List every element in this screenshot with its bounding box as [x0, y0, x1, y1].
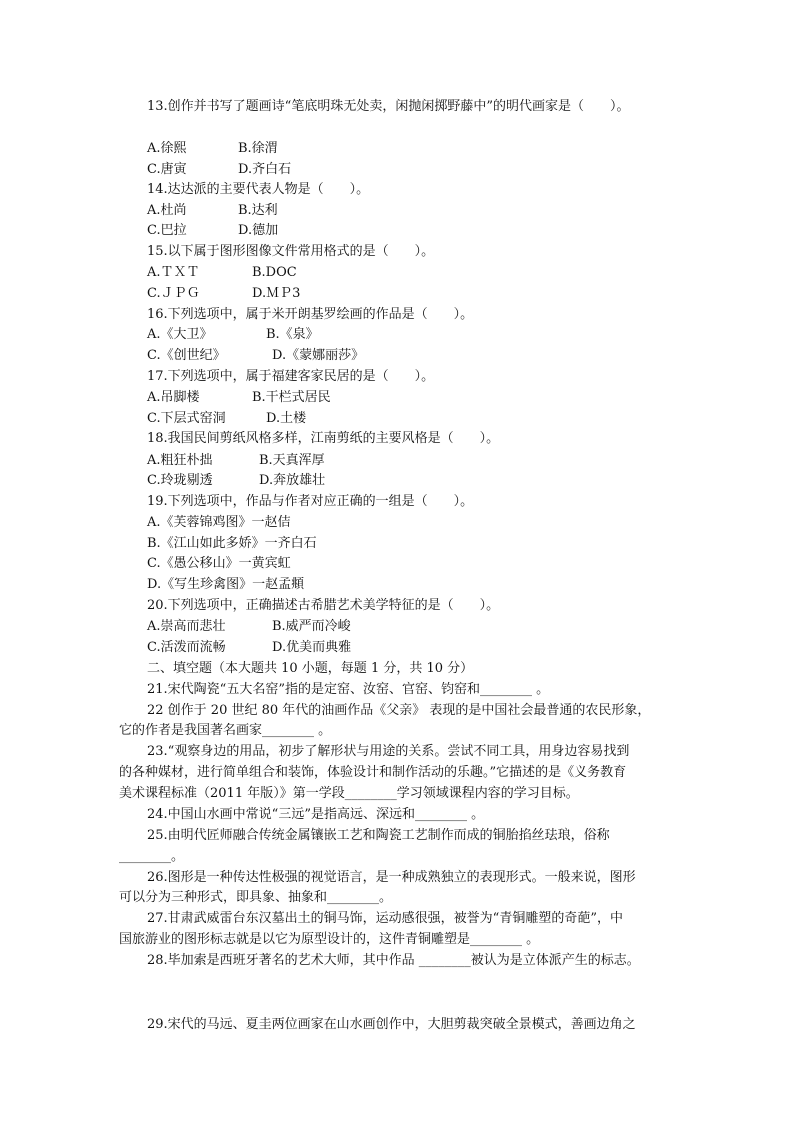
question-22-line-2: 它的作者是我国著名画家________ 。	[119, 723, 332, 738]
option-a: A.ＴＸＴ	[147, 265, 200, 280]
option-b: B.达利	[238, 203, 278, 218]
option-b: B.天真浑厚	[259, 453, 325, 468]
question-13: 13.创作并书写了题画诗“笔底明珠无处卖，闲抛闲掷野藤中”的明代画家是（ ）。	[147, 99, 630, 114]
option-a: A.《大卫》	[147, 327, 213, 342]
option-c: C.下层式窑洞	[147, 411, 226, 426]
option-a: A.崇高而悲壮	[147, 619, 226, 634]
question-28: 28.毕加索是西班牙著名的艺术大师，其中作品 ________被认为是立体派产生的标志。	[147, 953, 640, 968]
question-24: 24.中国山水画中常说“三远”是指高远、深远和________ 。	[147, 807, 485, 822]
option-c: C.唐寅	[147, 162, 187, 177]
option-d: D.奔放雄壮	[259, 473, 326, 488]
option-b: B.徐渭	[238, 141, 278, 156]
question-27-line-2: 国旅游业的图形标志就是以它为原型设计的，这件青铜雕塑是________ 。	[119, 932, 540, 947]
question-15: 15.以下属于图形图像文件常用格式的是（ ）。	[147, 244, 435, 259]
question-29: 29.宋代的马远、夏圭两位画家在山水画创作中，大胆剪裁突破全景模式，善画边角之	[147, 1017, 636, 1032]
question-21: 21.宋代陶瓷“五大名窑”指的是定窑、汝窑、官窑、钧窑和________ 。	[147, 682, 550, 697]
question-19: 19.下列选项中，作品与作者对应正确的一组是（ ）。	[147, 494, 474, 509]
question-23-line-1: 23.“观察身边的用品，初步了解形状与用途的关系。尝试不同工具，用身边容易找到	[147, 744, 630, 759]
option-d: D.ＭＰ3	[252, 286, 301, 301]
option-a: A.粗狂朴拙	[147, 453, 213, 468]
question-16: 16.下列选项中，属于米开朗基罗绘画的作品是（ ）。	[147, 307, 474, 322]
option-b: B.DOC	[252, 265, 297, 280]
option-c: C.《创世纪》	[147, 348, 226, 363]
question-25-line-1: 25.由明代匠师融合传统金属镶嵌工艺和陶瓷工艺制作而成的铜胎掐丝珐琅，俗称	[147, 828, 610, 843]
option-c: C.活泼而流畅	[147, 640, 226, 655]
question-27-line-1: 27.甘肃武威雷台东汉墓出土的铜马饰，运动感很强，被誉为“青铜雕塑的奇葩”，中	[147, 911, 623, 926]
option-d: D.《蒙娜丽莎》	[272, 348, 365, 363]
option-d: D.优美而典雅	[272, 640, 352, 655]
option-d: D.齐白石	[238, 162, 292, 177]
question-18: 18.我国民间剪纸风格多样，江南剪纸的主要风格是（ ）。	[147, 431, 500, 446]
option-c: C.ＪＰＧ	[147, 286, 200, 301]
option-c: C.《愚公移山》一黄宾虹	[147, 556, 291, 571]
option-d: D.《写生珍禽图》一赵孟頫	[147, 577, 305, 592]
question-22-line-1: 22 创作于 20 世纪 80 年代的油画作品《父亲》 表现的是中国社会最普通的农民形象，	[147, 703, 651, 718]
option-d: D.土楼	[266, 411, 307, 426]
option-a: A.吊脚楼	[147, 390, 200, 405]
question-20: 20.下列选项中，正确描述古希腊艺术美学特征的是（ ）。	[147, 598, 500, 613]
question-23-line-3: 美术课程标准（2011 年版）》第一学段________学习领域课程内容的学习目标。	[119, 786, 579, 801]
question-25-line-2: ________。	[119, 849, 185, 864]
option-d: D.德加	[238, 223, 279, 238]
option-b: B.《江山如此多娇》一齐白石	[147, 536, 317, 551]
question-17: 17.下列选项中，属于福建客家民居的是（ ）。	[147, 369, 435, 384]
option-c: C.玲珑剔透	[147, 473, 213, 488]
option-a: A.杜尚	[147, 203, 187, 218]
question-26-line-1: 26.图形是一种传达性极强的视觉语言，是一种成熟独立的表现形式。一般来说，图形	[147, 870, 636, 885]
question-23-line-2: 的各种媒材，进行简单组合和装饰，体验设计和制作活动的乐趣。”它描述的是《义务教育	[119, 765, 627, 780]
question-26-line-2: 可以分为三种形式，即具象、抽象和________。	[119, 890, 393, 905]
section-heading: 二、填空题（本大题共 10 小题，每题 1 分，共 10 分）	[147, 661, 474, 676]
option-b: B.威严而冷峻	[272, 619, 351, 634]
option-a: A.徐熙	[147, 141, 187, 156]
question-14: 14.达达派的主要代表人物是（ ）。	[147, 182, 370, 197]
option-b: B.干栏式居民	[252, 390, 331, 405]
option-c: C.巴拉	[147, 223, 187, 238]
option-a: A.《芙蓉锦鸡图》一赵佶	[147, 515, 291, 530]
option-b: B.《泉》	[266, 327, 319, 342]
